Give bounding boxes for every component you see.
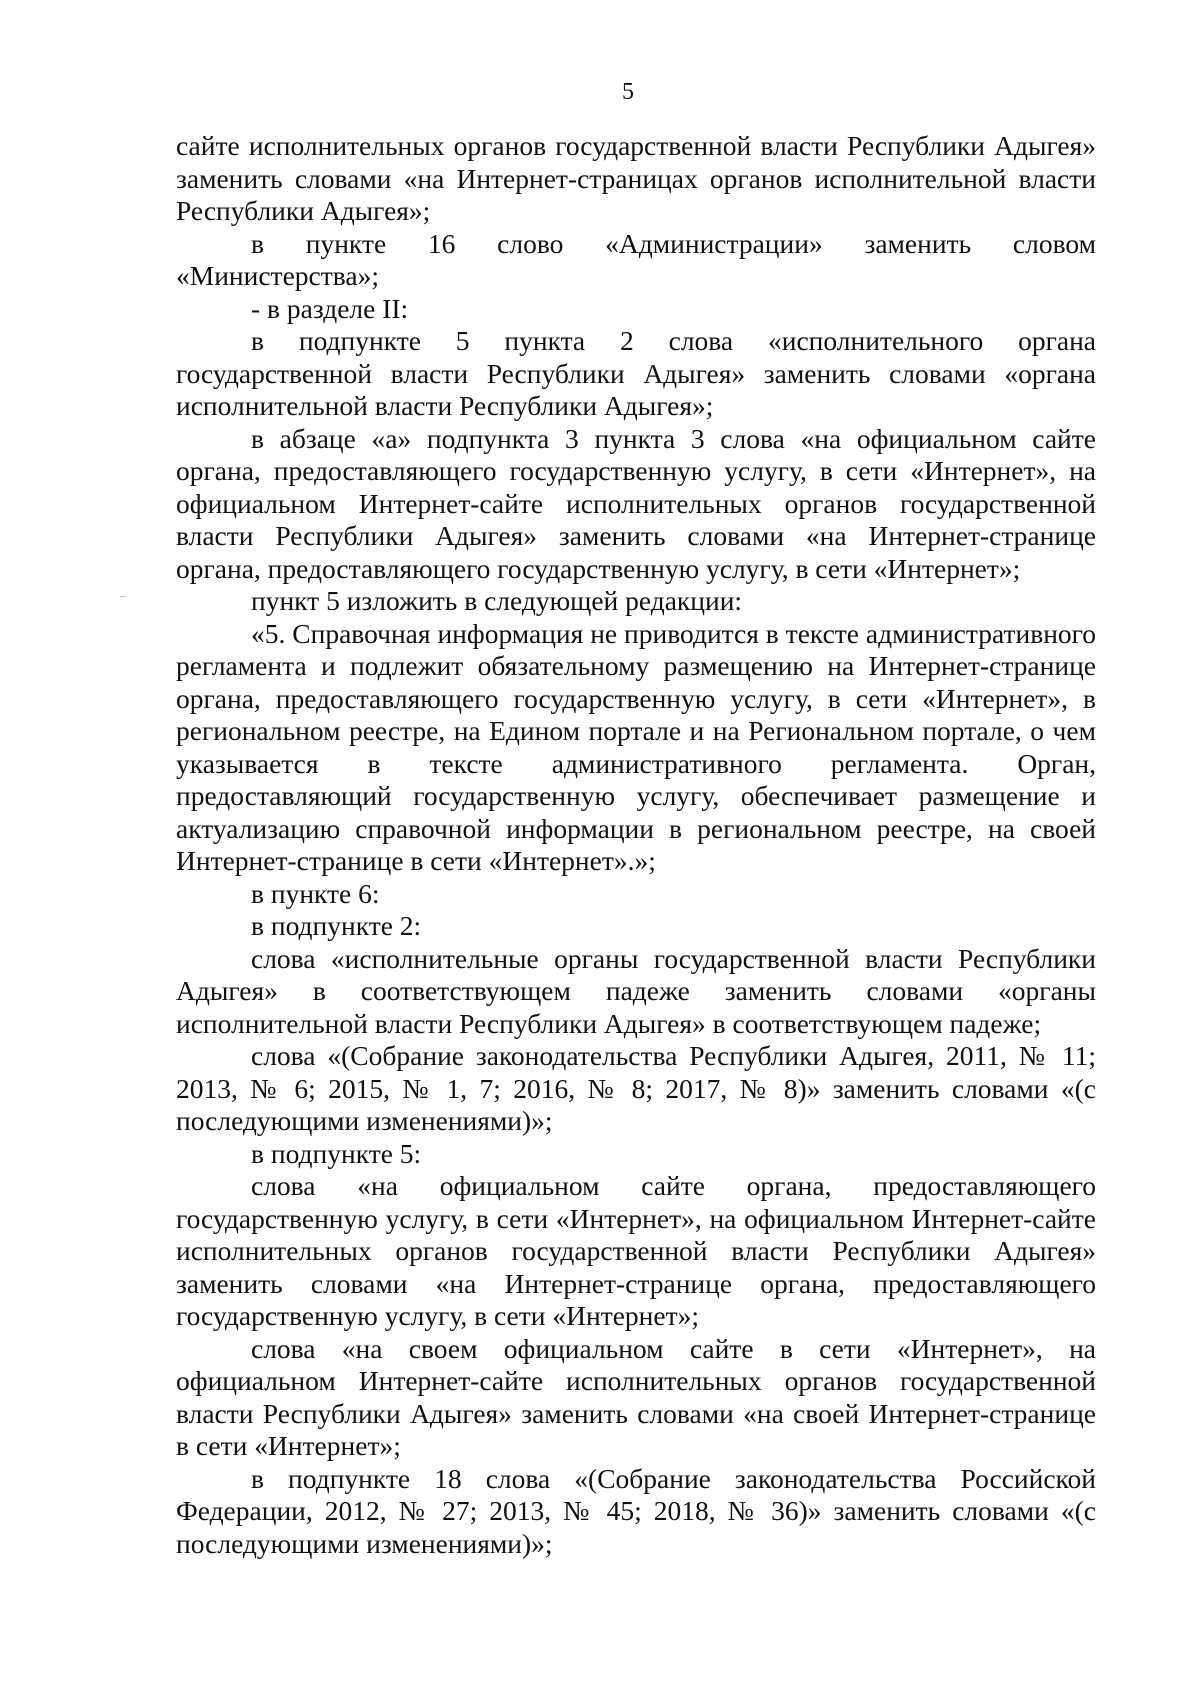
paragraph-item-16: в пункте 16 слово «Администрации» заменить словом «Министерства»;: [176, 227, 1096, 291]
paragraph-continuation: сайте исполнительных органов государственной власти Республики Адыгея» заменить словами «на Интернет-страницах органов исполнительной власти Республики Адыгея»;: [176, 130, 1096, 226]
paragraph-subitem-2-words-2: слова «(Собрание законодательства Республики Адыгея, 2011, № 11; 2013, № 6; 2015, № 1, 7; 2016, № 8; 2017, № 8)» заменить словами «(с последующими изменениями)»;: [176, 1040, 1096, 1136]
paragraph-subitem-5-words-1: слова «на официальном сайте органа, предоставляющего государственную услугу, в сети «Интернет», на официальном Интернет-сайте исполнительных органов государственной власти Республики Адыгея» заменить словами «на Интернет-странице органа, предоставляющего государственную услугу, в сети «Интернет»;: [176, 1170, 1096, 1331]
paragraph-subitem-2-words-1: слова «исполнительные органы государственной власти Республики Адыгея» в соответствующем падеже заменить словами «органы исполнительной власти Республики Адыгея» в соответствующем падеже;: [176, 942, 1096, 1039]
paragraph-clause-a: в абзаце «а» подпункта 3 пункта 3 слова «на официальном сайте органа, предоставляющего государственную услугу, в сети «Интернет», на официальном Интернет-сайте исполнительных органов государственной власти Республики Адыгея» заменить словами «на Интернет-странице органа, предоставляющего государственную услугу, в сети «Интернет»;: [176, 422, 1096, 584]
scan-speck: [120, 596, 125, 597]
paragraph-subitem-2-heading: в подпункте 2:: [251, 910, 422, 941]
paragraph-item-6-heading: в пункте 6:: [251, 877, 380, 909]
page-number: 5: [622, 79, 634, 105]
paragraph-section-ii-heading: - в разделе II:: [251, 292, 409, 324]
paragraph-subitem-5-words-2: слова «на своем официальном сайте в сети «Интернет», на официальном Интернет-сайте исполнительных органов государственной власти Республики Адыгея» заменить словами «на своей Интернет-странице в сети «Интернет»;: [176, 1332, 1096, 1461]
document-body: [176, 130, 1096, 1560]
paragraph-subitem-5-heading: в подпункте 5:: [251, 1137, 422, 1169]
paragraph-subitem-18: в подпункте 18 слова «(Собрание законодательства Российской Федерации, 2012, № 27; 2013, № 45; 2018, № 36)» заменить словами «(с последующими изменениями)»;: [176, 1462, 1096, 1559]
paragraph-item-5-text: «5. Справочная информация не приводится в тексте административного регламента и подлежит обязательному размещению на Интернет-странице органа, предоставляющего государственную услугу, в сети «Интернет», в региональном реестре, на Едином портале и на Региональном портале, о чем указывается в тексте административного регламента. Орган, предоставляющий государственную услугу, обеспечивает размещение и актуализацию справочной информации в региональном реестре, на своей Интернет-странице в сети «Интернет».»;: [176, 617, 1096, 876]
paragraph-subitem-5-item-2: в подпункте 5 пункта 2 слова «исполнительного органа государственной власти Республики Адыгея» заменить словами «органа исполнительной власти Республики Адыгея»;: [176, 325, 1096, 421]
paragraph-item-5-intro: пункт 5 изложить в следующей редакции:: [251, 585, 743, 616]
